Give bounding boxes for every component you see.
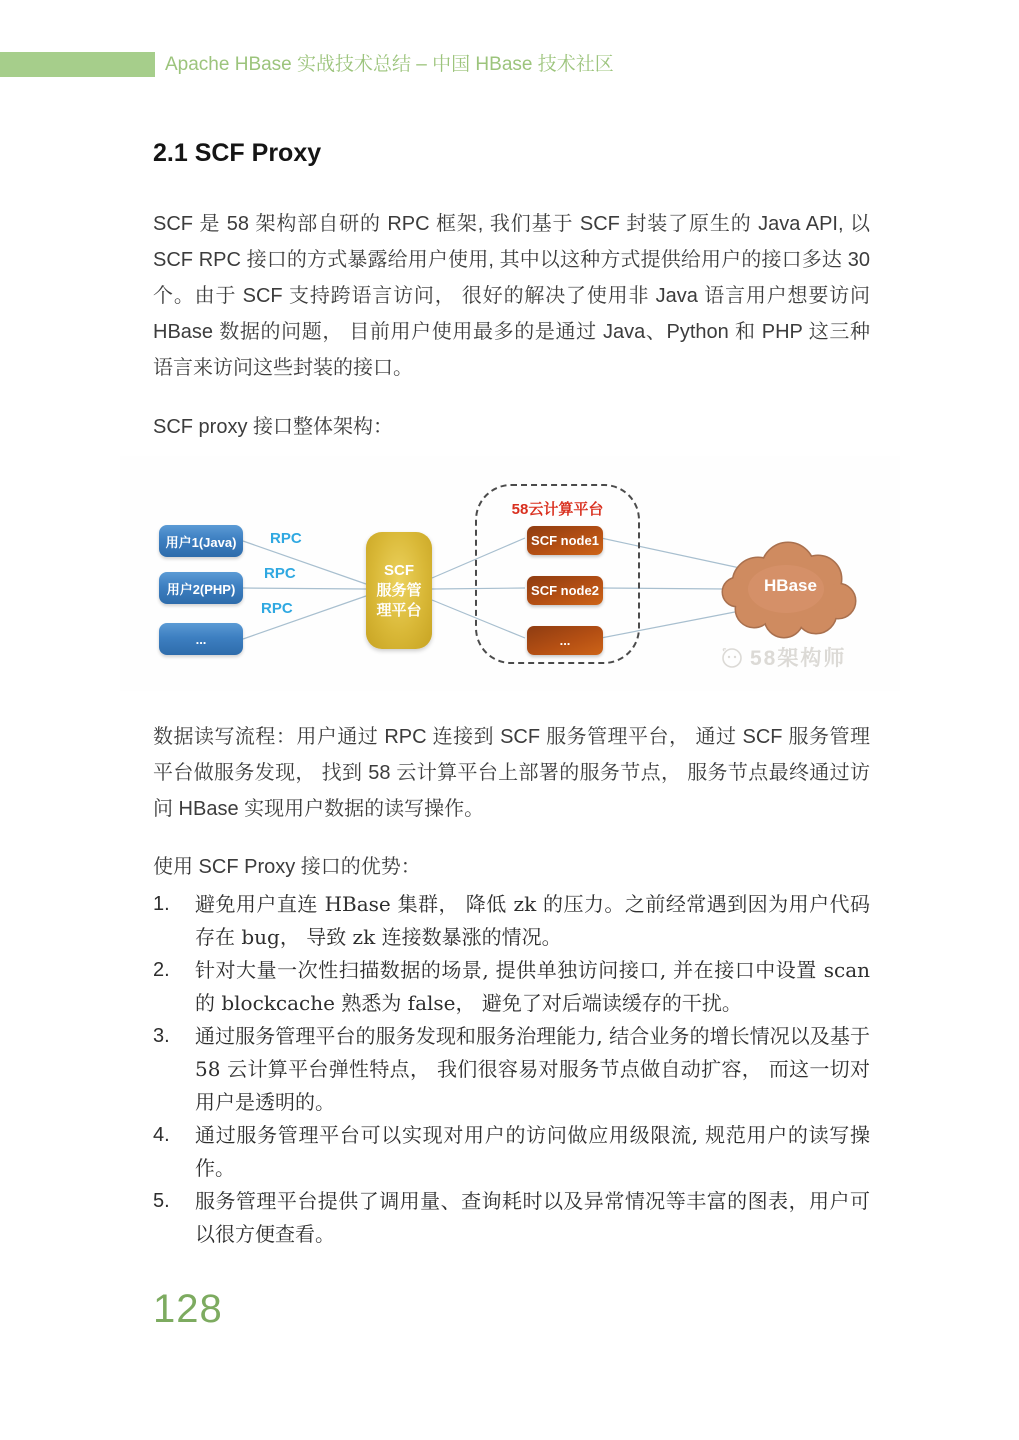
list-item (153, 888, 870, 954)
user1-box: 用户1(Java) (159, 525, 243, 557)
list-item-number: 2. (153, 959, 170, 981)
platform-line2: 服务管 (376, 581, 422, 599)
architecture-diagram (120, 456, 900, 691)
rpc-label-1: RPC (270, 530, 302, 547)
cloud-platform-group (475, 484, 640, 664)
page-number: 128 (153, 1287, 223, 1331)
intro-paragraph: SCF 是 58 架构部自研的 RPC 框架, 我们基于 SCF 封装了原生的 Java API, 以 SCF RPC 接口的方式暴露给用户使用, 其中以这种方式提供给用户的接口多达 30 个。由于 SCF 支持跨语言访问， 很好的解决了使用非 Java 语言用户想要访问 HBase 数据的问题， 目前用户使用最多的是通过 Java、Python 和 PHP 这三种语言来访问这些封装的接口。 (153, 213, 870, 379)
hbase-label: HBase (764, 576, 817, 595)
list-item (153, 1119, 870, 1185)
watermark-logo-icon (720, 645, 744, 669)
advantages-label: 使用 SCF Proxy 接口的优势： (153, 856, 421, 878)
scf-node3-box: ... (527, 626, 603, 655)
rpc-label-3: RPC (261, 600, 293, 617)
content-column (153, 0, 870, 1331)
section-heading: 2.1 SCF Proxy (153, 139, 322, 167)
watermark-text: 58架构师 (750, 647, 847, 670)
architecture-label: SCF proxy 接口整体架构： (153, 416, 394, 438)
list-item-text: 服务管理平台提供了调用量、查询耗时以及异常情况等丰富的图表，用户可以很方便查看。 (195, 1189, 870, 1246)
watermark (720, 642, 846, 672)
user2-box: 用户2(PHP) (159, 572, 243, 604)
list-item-text: 针对大量一次性扫描数据的场景, 提供单独访问接口, 并在接口中设置 scan 的 blockcache 熟悉为 false， 避免了对后端读缓存的干扰。 (195, 958, 870, 1015)
list-item-number: 3. (153, 1025, 170, 1047)
flow-paragraph: 数据读写流程：用户通过 RPC 连接到 SCF 服务管理平台， 通过 SCF 服务管理平台做服务发现， 找到 58 云计算平台上部署的服务节点， 服务节点最终通过访问 HBase 实现用户数据的读写操作。 (153, 726, 870, 820)
header-title: Apache HBase 实战技术总结 – 中国 HBase 技术社区 (165, 54, 614, 75)
list-item (153, 1020, 870, 1119)
list-item-number: 5. (153, 1190, 170, 1212)
rpc-label-2: RPC (264, 565, 296, 582)
cloud-platform-title: 58云计算平台 (511, 501, 604, 518)
list-item-number: 1. (153, 893, 170, 915)
scf-node2-box: SCF node2 (527, 576, 603, 605)
scf-node1-box: SCF node1 (527, 526, 603, 555)
list-item (153, 954, 870, 1020)
user3-box: ... (159, 623, 243, 655)
list-item-text: 通过服务管理平台可以实现对用户的访问做应用级限流, 规范用户的读写操作。 (195, 1123, 870, 1180)
list-item-number: 4. (153, 1124, 170, 1146)
list-item (153, 1185, 870, 1251)
platform-line3: 理平台 (376, 601, 422, 619)
scf-platform-box (366, 532, 432, 649)
advantages-list (153, 888, 870, 1251)
list-item-text: 避免用户直连 HBase 集群， 降低 zk 的压力。之前经常遇到因为用户代码存在 bug， 导致 zk 连接数暴涨的情况。 (195, 892, 870, 949)
scf-platform-label (376, 561, 421, 621)
platform-line1: SCF (383, 561, 414, 579)
list-item-text: 通过服务管理平台的服务发现和服务治理能力, 结合业务的增长情况以及基于 58 云计算平台弹性特点， 我们很容易对服务节点做自动扩容， 而这一切对用户是透明的。 (195, 1024, 870, 1114)
header-accent-bar (0, 52, 155, 77)
